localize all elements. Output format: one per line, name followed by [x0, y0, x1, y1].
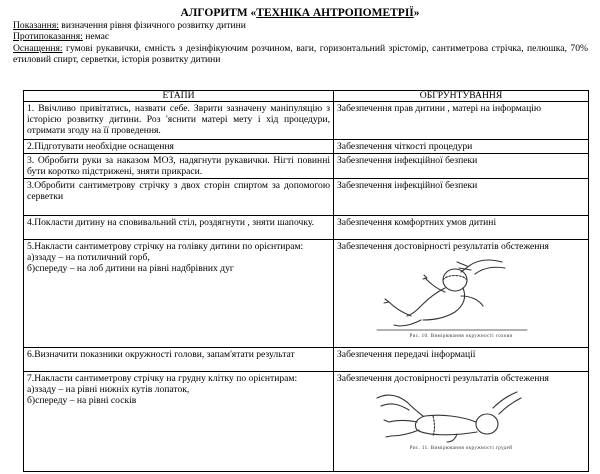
reason-text: Забезпечення достовірності результатів обстеження: [337, 373, 549, 384]
reason-cell: Забезпечення чіткості процедури: [334, 140, 589, 154]
reason-cell: [334, 372, 589, 472]
indications-text: визначення рівня фізичного розвитку дитини: [58, 20, 246, 31]
table-row: [24, 372, 589, 472]
step-sub-item: б)спереду – на рівні сосків: [27, 395, 137, 406]
step-cell: 3. Обробити руки за наказом МОЗ, надягнути рукавички. Нігті повинні бути коротко підстрижені, зняти прикраси.: [24, 154, 334, 179]
reason-cell: Забезпечення прав дитини , матері на інформацію: [334, 102, 589, 140]
title-prefix: АЛГОРИТМ «: [180, 7, 257, 19]
reason-cell: Забезпечення передачі інформації: [334, 348, 589, 372]
title-suffix: »: [413, 7, 420, 19]
contraindications: [13, 31, 588, 42]
table-row: [24, 348, 589, 372]
equipment: [13, 43, 588, 66]
indications: [13, 20, 588, 31]
step-sub-item: а)ззаду – на потиличний горб,: [27, 252, 150, 263]
reason-cell: Забезпечення інфекційної безпеки: [334, 179, 589, 216]
step-cell: [24, 372, 334, 472]
table-row: [24, 154, 589, 179]
step-cell: 1. Ввічливо привітатись, назвати себе. Зврити зазначену маніпуляцію з історією розвитку дитини. Роз 'яснити матері мету і хід процедури, отримати згоду на її проведення.: [24, 102, 334, 140]
algorithm-table: [23, 90, 589, 472]
step-cell: 6.Визначити показники окружності голови, запам'ятати результат: [24, 348, 334, 372]
contraindications-text: немає: [82, 31, 110, 43]
step-sub-item: б)спереду – на лоб дитини на рівні надбрівних дуг: [27, 263, 234, 274]
header-steps: ЕТАПИ: [24, 91, 334, 102]
head-measurement-figure: [337, 252, 567, 334]
contraindications-label: Протипоказання:: [13, 31, 83, 43]
header-rationale: ОБГРУНТУВАННЯ: [334, 91, 589, 102]
step-cell: 3.Обробити сантиметрову стрічку з двох сторін спиртом за допомогою серветки: [24, 179, 334, 216]
table-row: [24, 240, 589, 348]
table-row: [24, 140, 589, 154]
table-row: [24, 216, 589, 240]
reason-cell: Забезпечення інфекційної безпеки: [334, 154, 589, 179]
step-text: 7.Накласти сантиметрову стрічку на грудну клітку по орієнтирам:: [27, 373, 298, 384]
figure-caption: Рис. 11. Вимірювання окружності грудей: [409, 446, 513, 451]
step-cell: [24, 240, 334, 348]
document-title: [0, 6, 600, 20]
table-row: [24, 179, 589, 216]
step-sub-item: а)ззаду – на рівні нижніх кутів лопаток,: [27, 384, 190, 395]
table-row: [24, 102, 589, 140]
step-cell: 2.Підготувати необхідне оснащення: [24, 140, 334, 154]
chest-measurement-figure: [337, 384, 567, 446]
step-text: 5.Накласти сантиметрову стрічку на голівку дитини по орієнтирам:: [27, 241, 304, 252]
reason-cell: [334, 240, 589, 348]
title-main: ТЕХНІКА АНТРОПОМЕТРІЇ: [256, 7, 414, 19]
equipment-text: гумові рукавички, ємність з дезінфікуючим розчином, ваги, горизонтальний зрістомір, сантиметрова стрічка, пелюшка, 70% етиловий спирт, серветки, історія розвитку дитини: [13, 42, 588, 65]
figure-caption: Рис. 10. Вимірювання окружності голови: [409, 334, 513, 339]
reason-text: Забезпечення достовірності результатів обстеження: [337, 241, 549, 252]
table-header-row: [24, 91, 589, 102]
indications-label: Показання:: [13, 20, 59, 31]
reason-cell: Забезпечення комфортних умов дитині: [334, 216, 589, 240]
step-cell: 4.Покласти дитину на сповивальний стіл, роздягнути , зняти шапочку.: [24, 216, 334, 240]
equipment-label: Оснащення:: [13, 42, 63, 54]
procedure-info: [13, 20, 588, 65]
